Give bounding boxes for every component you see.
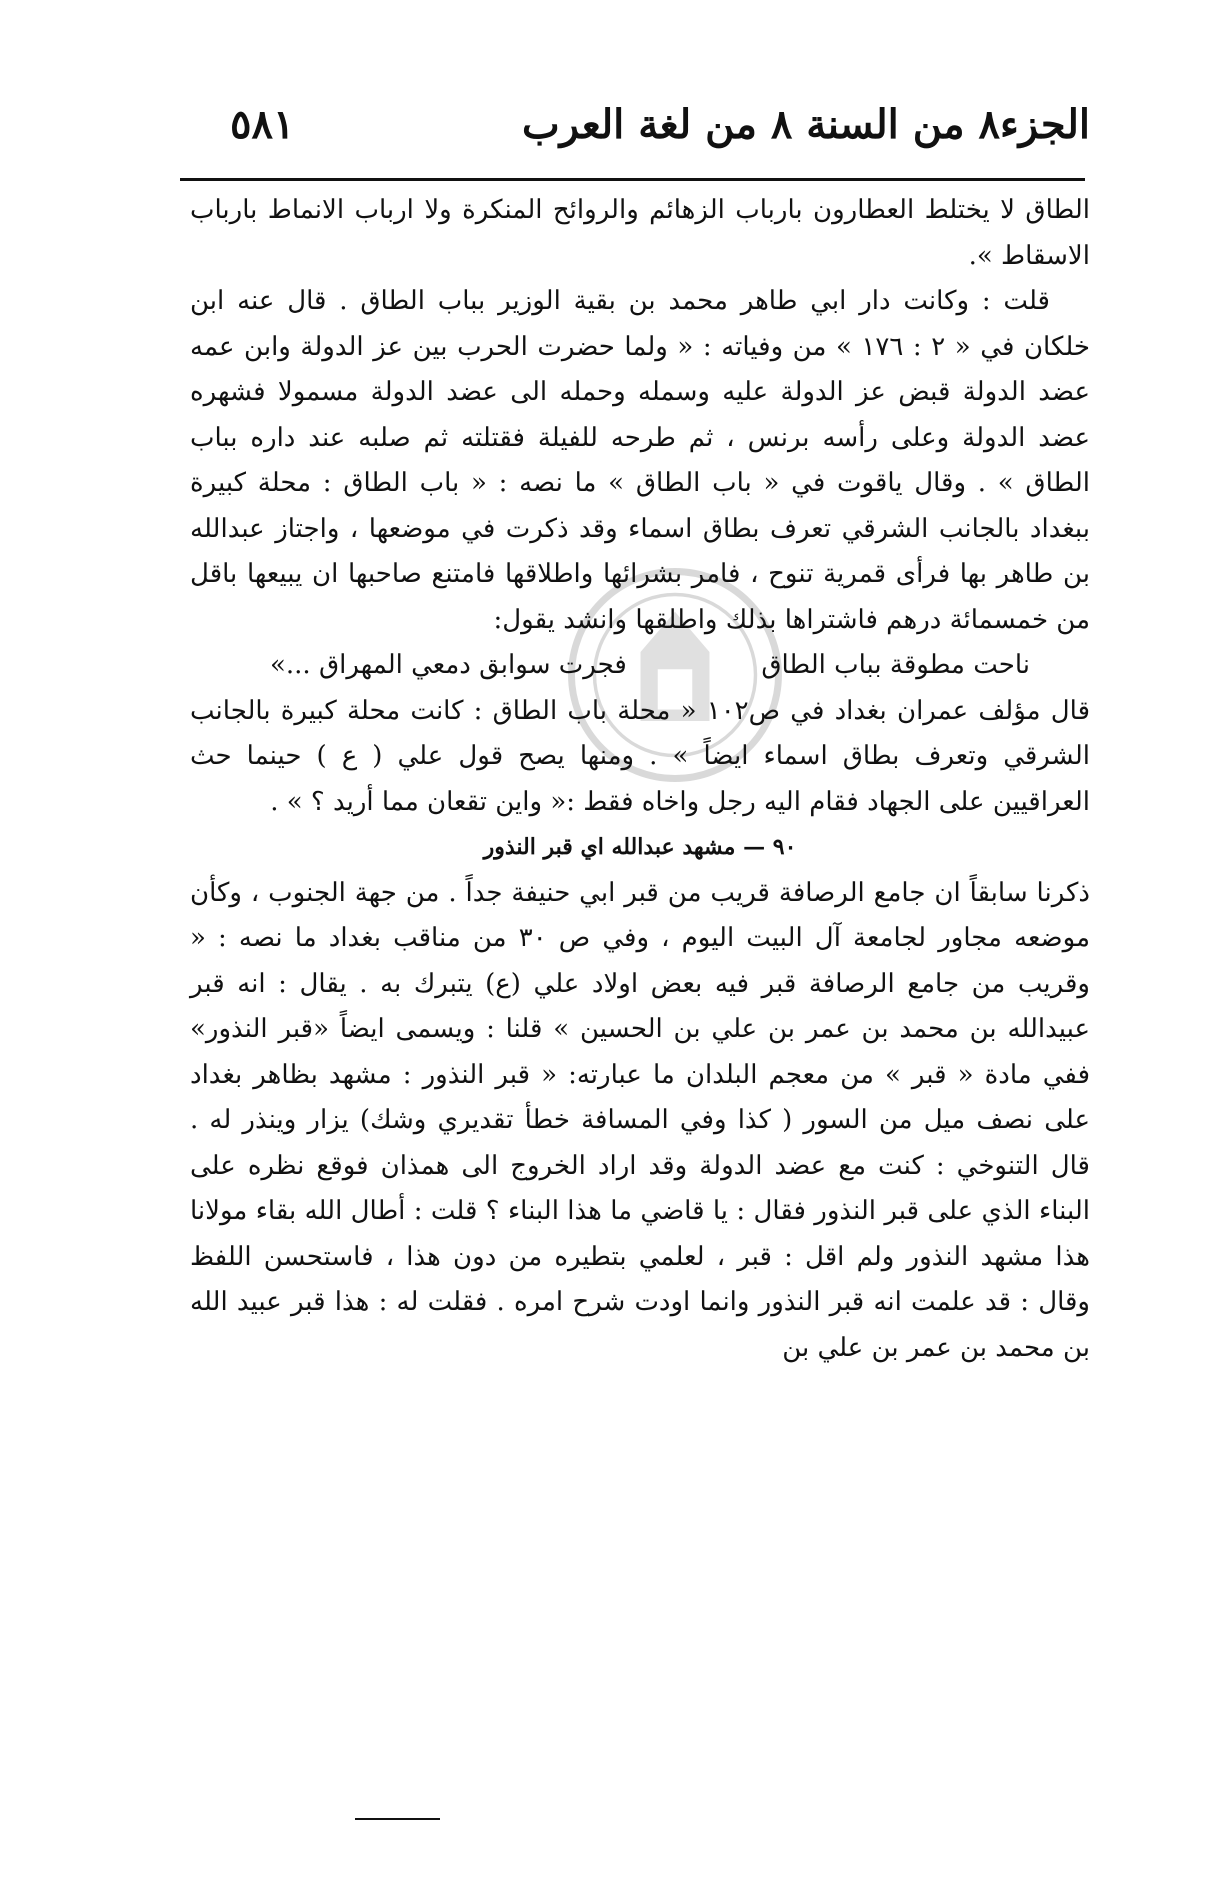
running-title: الجزء٨ من السنة ٨ من لغة العرب xyxy=(521,101,1090,148)
section-heading: ٩٠ — مشهد عبدالله اي قبر النذور xyxy=(483,834,797,860)
page-header xyxy=(230,95,1090,165)
poem-verse xyxy=(190,643,1090,689)
verse-hemistich-right: ناحت مطوقة بباب الطاق xyxy=(761,650,1030,680)
paragraph-mashhad-abdallah: ذكرنا سابقاً ان جامع الرصافة قريب من قبر ابي حنيفة جداً . من جهة الجنوب ، وكأن موضعه مجاور لجامعة آل البيت اليوم ، وفي ص ٣٠ من مناقب بغداد ما نصه : « وقريب من جامع الرصافة قبر فيه بعض اولاد علي (ع) يتبرك به . يقال : انه قبر عبيدالله بن محمد بن عمر بن علي بن الحسين » قلنا : ويسمى ايضاً «قبر النذور» ففي مادة « قبر » من معجم البلدان ما عبارته: « قبر النذور : مشهد بظاهر بغداد على نصف ميل من السور ( كذا وفي المسافة خطأ تقديري وشك) يزار وينذر له . قال التنوخي : كنت مع عضد الدولة وقد اراد الخروج الى همذان فوقع نظره على البناء الذي على قبر النذور فقال : يا قاضي ما هذا البناء ؟ قلت : أطال الله بقاء مولانا هذا مشهد النذور ولم اقل : قبر ، لعلمي بتطيره من دون هذا ، فاستحسن اللفظ وقال : قد علمت انه قبر النذور وانما اودت شرح امره . فقلت له : هذا قبر عبيد الله بن محمد بن عمر بن علي بن xyxy=(190,877,1090,1363)
paragraph-bab-al-taq: قلت : وكانت دار ابي طاهر محمد بن بقية الوزير بباب الطاق . قال عنه ابن خلكان في « ٢ : ١٧٦ » من وفياته : « ولما حضرت الحرب بين عز الدولة وابن عمه عضد الدولة قبض عز الدولة عليه وسمله وحمله الى عضد الدولة مسمولا فشهره عضد الدولة وعلى رأسه برنس ، ثم طرحه للفيلة فقتلته ثم صلبه عند داره بباب الطاق » . وقال ياقوت في « باب الطاق » ما نصه : « باب الطاق : محلة كبيرة ببغداد بالجانب الشرقي تعرف بطاق اسماء وقد ذكرت في موضعها ، واجتاز عبدالله بن طاهر بها فرأى قمرية تنوح ، فامر بشرائها واطلاقها فامتنع صاحبها ان يبيعها باقل من خمسمائة درهم فاشتراها بذلك واطلقها وانشد يقول: xyxy=(190,286,1090,635)
footer-rule xyxy=(355,1818,440,1820)
verse-hemistich-left: فجرت سوابق دمعي المهراق ...» xyxy=(270,650,627,680)
page-number: ٥٨١ xyxy=(230,101,295,148)
article-body xyxy=(190,188,1090,1371)
paragraph-continuation: الطاق لا يختلط العطارون بارباب الزهائم والروائح المنكرة ولا ارباب الانماط بارباب الاسقاط ». xyxy=(190,195,1090,271)
paragraph-umran-baghdad: قال مؤلف عمران بغداد في ص١٠٢ « محلة باب الطاق : كانت محلة كبيرة بالجانب الشرقي وتعرف بطاق اسماء ايضاً » . ومنها يصح قول علي ( ع ) حينما حث العراقيين على الجهاد فقام اليه رجل واخاه فقط :« واين تقعان مما أريد ؟ » . xyxy=(190,695,1091,817)
header-rule xyxy=(180,178,1085,181)
